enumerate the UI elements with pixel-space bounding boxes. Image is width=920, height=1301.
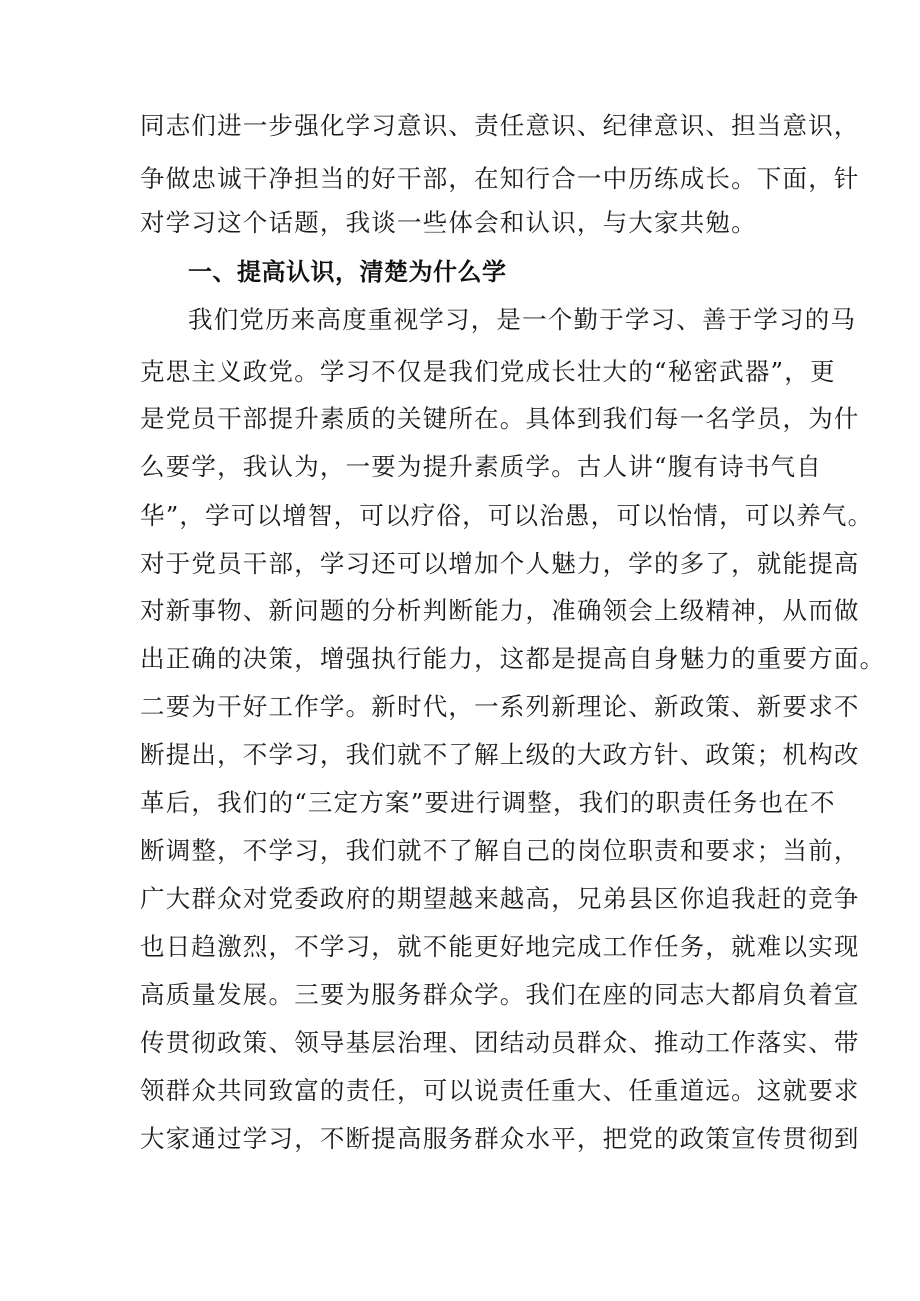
paragraph-line: 传贯彻政策、领导基层治理、团结动员群众、推动工作落实、带 bbox=[140, 1028, 860, 1057]
paragraph-line: 领群众共同致富的责任，可以说责任重大、任重道远。这就要求 bbox=[140, 1076, 860, 1105]
paragraph-line: 大家通过学习，不断提高服务群众水平，把党的政策宣传贯彻到 bbox=[140, 1124, 860, 1153]
paragraph-line: 出正确的决策，增强执行能力，这都是提高自身魅力的重要方面。 bbox=[140, 644, 886, 673]
paragraph-line: 广大群众对党委政府的期望越来越高，兄弟县区你追我赶的竞争 bbox=[140, 884, 860, 913]
paragraph-line: 么要学，我认为，一要为提升素质学。古人讲“腹有诗书气自 bbox=[140, 452, 822, 481]
paragraph-line: 二要为干好工作学。新时代，一系列新理论、新政策、新要求不 bbox=[140, 692, 860, 721]
paragraph-line: 断调整，不学习，我们就不了解自己的岗位职责和要求；当前， bbox=[140, 836, 860, 865]
paragraph-line: 克思主义政党。学习不仅是我们党成长壮大的“秘密武器”，更 bbox=[140, 357, 836, 386]
paragraph-line: 革后，我们的“三定方案”要进行调整，我们的职责任务也在不 bbox=[140, 788, 836, 817]
paragraph-line: 断提出，不学习，我们就不了解上级的大政方针、政策；机构改 bbox=[140, 740, 860, 769]
paragraph-line: 也日趋激烈，不学习，就不能更好地完成工作任务，就难以实现 bbox=[140, 932, 860, 961]
section-heading: 一、提高认识，清楚为什么学 bbox=[188, 258, 507, 286]
paragraph-line: 对学习这个话题，我谈一些体会和认识，与大家共勉。 bbox=[140, 208, 757, 237]
paragraph-line: 对新事物、新问题的分析判断能力，准确领会上级精神，从而做 bbox=[140, 596, 860, 625]
paragraph-line: 高质量发展。三要为服务群众学。我们在座的同志大都肩负着宣 bbox=[140, 980, 860, 1009]
paragraph-line: 争做忠诚干净担当的好干部，在知行合一中历练成长。下面，针 bbox=[140, 164, 860, 193]
paragraph-first-line: 我们党历来高度重视学习，是一个勤于学习、善于学习的马 bbox=[188, 305, 857, 334]
paragraph-line: 对于党员干部，学习还可以增加个人魅力，学的多了，就能提高 bbox=[140, 549, 860, 578]
paragraph-line: 同志们进一步强化学习意识、责任意识、纪律意识、担当意识， bbox=[140, 111, 860, 140]
paragraph-line: 华”，学可以增智，可以疗俗，可以治愚，可以怡情，可以养气。 bbox=[140, 501, 874, 530]
paragraph-line: 是党员干部提升素质的关键所在。具体到我们每一名学员，为什 bbox=[140, 404, 860, 433]
